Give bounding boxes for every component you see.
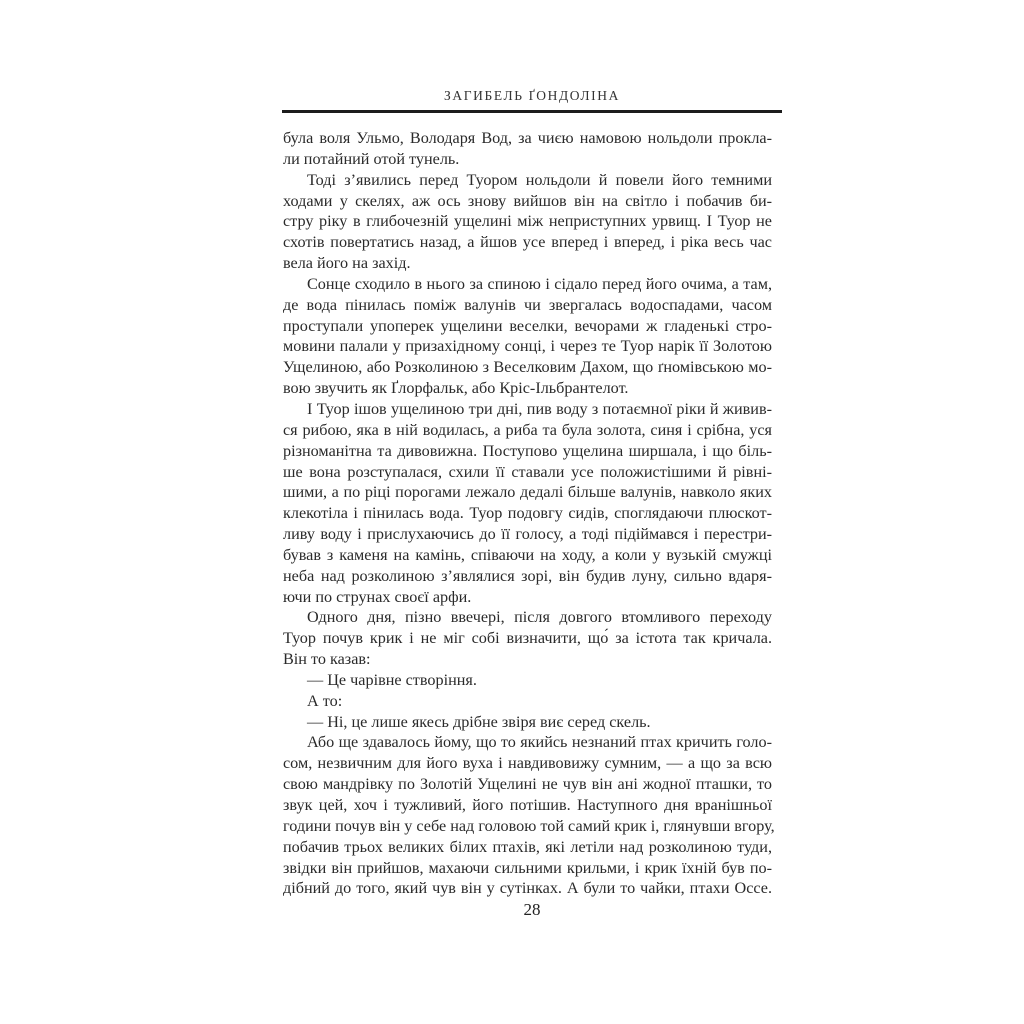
text-line: звук цей, хоч і тужливий, його потішив. Наступного дня вранішньої [283,796,772,814]
header-rule [282,110,782,113]
text-line: ли потайний отой тунель. [283,149,460,168]
text-line: свою мандрівку по Золотій Ущелині не чув він ані жодної пташки, то [283,775,772,794]
text-line: вою звучить як Ґлорфальк, або Кріс-Ільбрантелот. [283,379,629,398]
text-line: бував з каменя на камінь, співаючи на ходу, а коли у вузькій смужці [283,545,772,564]
text-line: де вода пінилась поміж валунів чи звергалась водоспадами, часом [283,295,772,314]
text-line: клекотіла і пінилась вода. Туор подовгу сидів, споглядаючи плюскот- [283,504,772,523]
text-line: ходами у скелях, аж ось знову вийшов він на світло і побачив би- [283,191,772,210]
text-line: — Це чарівне створіння. [307,670,477,689]
text-line: Ущелиною, або Розколиною з Веселковим Дахом, що ґномівською мо- [283,358,772,377]
running-head-title: ЗАГИБЕЛЬ ҐОНДОЛІНА [444,88,620,103]
page-number: 28 [523,900,541,919]
text-line: І Туор ішов ущелиною три дні, пив воду з потаємної ріки й живив- [307,399,772,418]
text-line: була воля Ульмо, Володаря Вод, за чиєю намовою нольдоли прокла- [283,129,772,147]
text-line: ливу воду і прислухаючись до її голосу, а тоді підіймався і перестри- [283,525,772,544]
text-line: схотів повертатись назад, а йшов усе вперед і вперед, і ріка весь час [283,233,772,252]
text-line: години почув він у себе над головою той самий крик і, глянувши вгору, [283,816,775,835]
text-line: мовини палали у призахідному сонці, і через те Туор нарік її Золотою [283,337,772,356]
text-line: вела його на захід. [283,254,411,273]
text-line: побачив трьох великих білих птахів, які летіли над розколиною туди, [283,837,772,856]
text-line: Він то казав: [283,650,371,669]
text-line: А то: [307,691,343,710]
text-line: Туор почув крик і не міг собі визначити, що́ за істота так кричала. [283,629,772,648]
text-line: стру ріку в глибочезній ущелині між неприступних урвищ. І Туор не [283,212,772,231]
text-line: Одного дня, пізно ввечері, після довгого втомливого переходу [307,608,772,627]
text-line: ся рибою, яка в ній водилась, а риба та була золота, синя і срібна, уся [283,420,772,439]
text-line: Або ще здавалось йому, що то якийсь незнаний птах кричить голо- [307,733,772,752]
text-line: різноманітна та дивовижна. Поступово ущелина ширшала, і що біль- [283,441,772,460]
book-page [282,0,782,1024]
text-line: Сонце сходило в нього за спиною і сідало перед його очима, а там, [307,274,772,293]
body-text [283,128,775,899]
text-line: ючи по струнах своєї арфи. [283,587,472,606]
text-line: шими, а по ріці порогами лежало дедалі більше валунів, навколо яких [283,483,772,502]
text-line: — Ні, це лише якесь дрібне звіря виє серед скель. [307,712,651,731]
text-line: неба над розколиною з’являлися зорі, він будив луну, сильно вдаря- [283,566,772,585]
text-line: сом, незвичним для його вуха і навдивовижу сумним, — а що за всю [283,754,772,773]
text-line: Тоді з’явились перед Туором нольдоли й повели його темними [307,170,772,189]
text-line: дібний до того, який чув він у сутінках. А були то чайки, птахи Оссе. [283,879,772,898]
text-line: проступали упоперек ущелини веселки, вечорами ж гладенькі стро- [283,316,772,335]
text-line: звідки він прийшов, махаючи сильними крильми, і крик їхній був по- [283,858,772,877]
text-line: ше вона розступалася, схили її ставали усе положистішими й рівні- [283,462,772,481]
